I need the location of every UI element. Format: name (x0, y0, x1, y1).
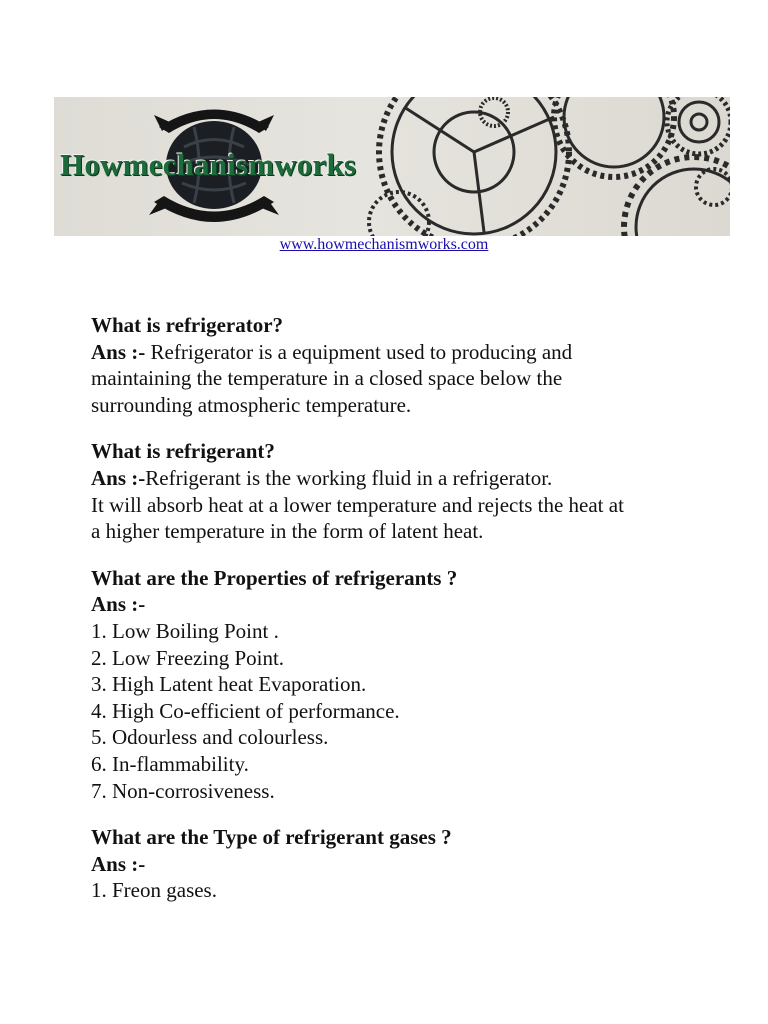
qa-block (91, 565, 691, 804)
answer-line: Refrigerator is a equipment used to producing and (150, 339, 573, 364)
answer-line: a higher temperature in the form of latent heat. (91, 519, 484, 544)
list-item: 3. High Latent heat Evaporation. (91, 672, 367, 697)
list-item: 5. Odourless and colourless. (91, 725, 329, 750)
list-item: 1. Low Boiling Point . (91, 618, 279, 643)
answer-line: It will absorb heat at a lower temperature and rejects the heat at (91, 492, 624, 517)
answer-line: maintaining the temperature in a closed space below the (91, 366, 563, 391)
answer-line: Refrigerant is the working fluid in a refrigerator. (145, 465, 553, 490)
answer-label: Ans :- (91, 592, 146, 617)
list-item: 4. High Co-efficient of performance. (91, 698, 400, 723)
answer-label: Ans :- (91, 465, 146, 490)
list-item: 1. Freon gases. (91, 878, 217, 903)
brand-logo-text: Howmechanismworks (60, 147, 357, 182)
list-item: 6. In-flammability. (91, 751, 249, 776)
question: What are the Type of refrigerant gases ? (91, 825, 452, 850)
website-link[interactable]: www.howmechanismworks.com (279, 236, 489, 253)
question: What are the Properties of refrigerants ? (91, 565, 458, 590)
qa-block (91, 824, 691, 904)
qa-content (91, 312, 691, 924)
question: What is refrigerator? (91, 313, 284, 337)
list-item: 7. Non-corrosiveness. (91, 778, 275, 803)
answer-label: Ans :- (91, 851, 146, 876)
qa-block (91, 438, 691, 544)
list-item: 2. Low Freezing Point. (91, 645, 285, 670)
qa-block (91, 312, 691, 418)
answer-label: Ans :- (91, 339, 151, 364)
header-banner (54, 97, 730, 236)
question: What is refrigerant? (91, 439, 275, 464)
answer-line: surrounding atmospheric temperature. (91, 392, 412, 417)
